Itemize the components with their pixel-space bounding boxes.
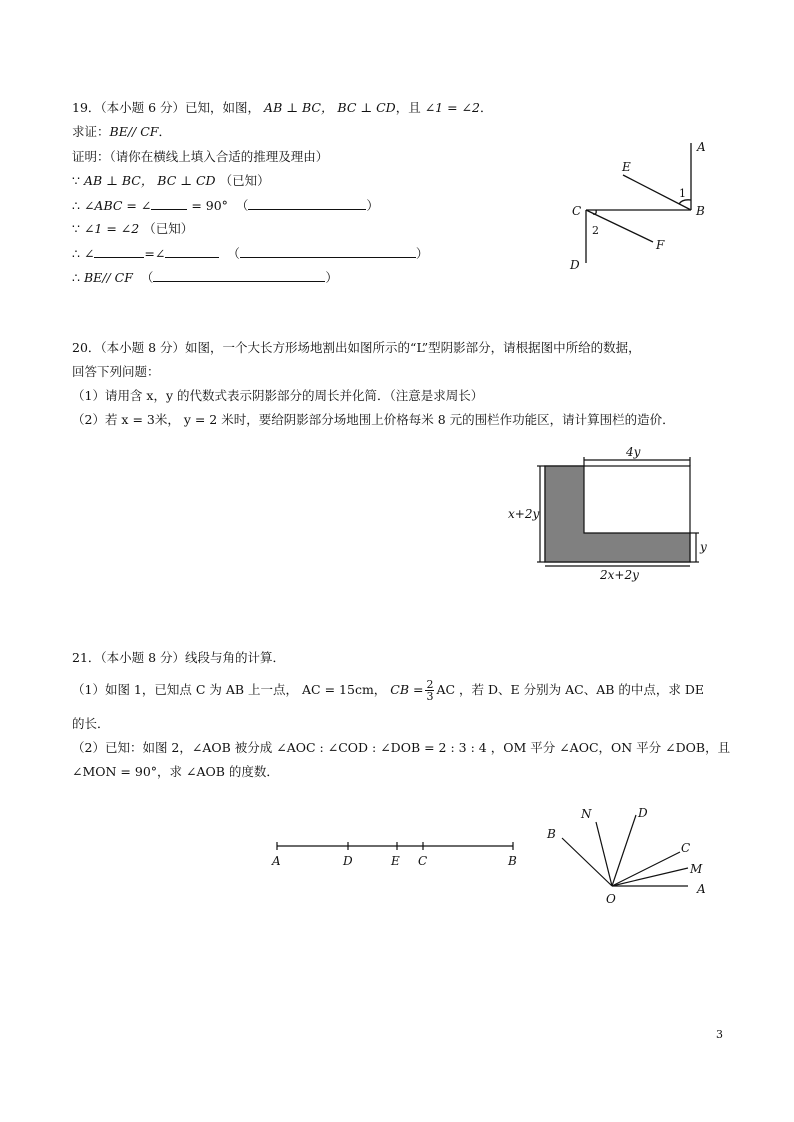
point-c-label: C [418, 854, 428, 868]
q21-part-1-cb: CB = [390, 682, 424, 697]
reason-blank[interactable] [248, 197, 366, 210]
ray-a-label: A [697, 882, 706, 896]
point-f-label: F [656, 238, 665, 252]
q19-step-2 [72, 197, 379, 214]
q20-header-2: 回答下列问题： [72, 364, 160, 379]
therefore-symbol: ∴ [72, 246, 80, 261]
answer-blank[interactable] [151, 197, 187, 210]
q19-step-1-reason: （已知） [219, 173, 270, 188]
point-b-label: B [508, 854, 517, 868]
q19-step-4-angle-b: =∠ [144, 246, 166, 261]
q19-and: ，且 [395, 100, 421, 115]
q21-part-1-line [72, 679, 704, 702]
bottom-dimension-label: 2x+2y [600, 568, 639, 582]
q20-part-1: （1）请用含 x，y 的代数式表示阴影部分的周长并化简．（注意是求周长） [72, 388, 484, 403]
q21-part-2-a: （2）已知：如图 2，∠AOB 被分成 ∠AOC : ∠COD : ∠DOB = 2 : 3 : 4 ，OM 平分 ∠AOC，ON 平分 ∠DOB，且 [72, 740, 731, 755]
q21-part-1-a: （1）如图 1，已知点 C 为 AB 上一点， AC = 15cm， [72, 682, 387, 697]
shaded-l-shape [545, 466, 690, 562]
q19-step-3-reason: （已知） [143, 221, 194, 236]
because-symbol: ∵ [72, 173, 80, 188]
left-dimension-label: x+2y [508, 507, 540, 521]
reason-blank[interactable] [240, 245, 416, 258]
paren-open: （ [140, 270, 154, 285]
ray-on [596, 822, 612, 886]
fraction-denominator: 3 [426, 690, 434, 703]
point-a-label: A [272, 854, 281, 868]
q21-part-1-c: 的长． [72, 716, 110, 731]
q20-part-2: （2）若 x = 3米， y = 2 米时，要给阴影部分场地围上价格每米 8 元的围栏作功能区，请计算围栏的造价． [72, 412, 675, 427]
q21-header: 21．（本小题 8 分）线段与角的计算． [72, 650, 286, 665]
q19-step-2-eq: = 90° [191, 198, 228, 213]
fraction-numerator: 2 [426, 678, 434, 691]
ray-c-label: C [681, 841, 691, 855]
ray-ob [562, 838, 612, 886]
answer-blank[interactable] [165, 245, 219, 258]
q21-part-2-b: ∠MON = 90°，求 ∠AOB 的度数． [72, 764, 279, 779]
top-dimension-label: 4y [626, 445, 641, 459]
q20-figure [500, 440, 720, 590]
paren-close: ） [325, 270, 338, 285]
q19-prove-line: 求证：BE// CF． [72, 124, 171, 139]
q19-angles-eq: ∠1 = ∠2 [424, 100, 480, 115]
q19-step-3 [72, 221, 193, 237]
q20-header: 20．（本小题 8 分）如图，一个大长方形场地割出如图所示的“L”型阴影部分，请根据图中所给的数据， [72, 340, 641, 355]
therefore-symbol: ∴ [72, 270, 80, 285]
q19-step-5 [72, 269, 338, 286]
page-number: 3 [716, 1028, 723, 1041]
q19-step-2-math: ∠ABC = ∠ [83, 198, 152, 213]
point-d-label: D [343, 854, 353, 868]
q21-figure-2 [540, 800, 720, 910]
ray-om [612, 868, 688, 886]
point-d-label: D [570, 258, 580, 272]
ray-n-label: N [581, 807, 592, 821]
reason-blank[interactable] [153, 269, 325, 282]
answer-blank[interactable] [94, 245, 144, 258]
paren-close: ） [415, 246, 429, 261]
paren-close: ） [366, 198, 379, 213]
q19-step-3-math: ∠1 = ∠2 [83, 221, 140, 236]
q19-step-1 [72, 173, 270, 189]
angle-2-label: 2 [592, 224, 599, 237]
angle-1-label: 1 [679, 187, 686, 200]
point-c-label: C [572, 204, 582, 218]
point-a-label: A [697, 140, 706, 154]
because-symbol: ∵ [72, 221, 80, 236]
angle-1-arc [679, 200, 691, 204]
paren-open: （ [235, 198, 249, 213]
therefore-symbol: ∴ [72, 198, 80, 213]
point-e-label: E [622, 160, 631, 174]
q19-step-4 [72, 245, 428, 262]
vertex-o-label: O [606, 892, 616, 906]
q19-prove-stmt: BE// CF [109, 124, 159, 139]
right-dimension-label: y [700, 540, 707, 554]
q19-prove-label: 求证： [72, 124, 110, 139]
q19-step-1-math: AB ⊥ BC， BC ⊥ CD [83, 173, 216, 188]
q21-part-1-b: AC ，若 D、E 分别为 AC、AB 的中点，求 DE [436, 682, 705, 697]
ray-m-label: M [690, 862, 703, 876]
ray-b-label: B [547, 827, 556, 841]
q19-step-5-math: BE// CF [83, 270, 133, 285]
point-b-label: B [696, 204, 705, 218]
ray-d-label: D [638, 806, 648, 820]
q21-figure-1 [265, 835, 525, 875]
point-e-label: E [391, 854, 400, 868]
paren-open: （ [227, 246, 240, 261]
q19-step-4-angle-a: ∠ [83, 246, 95, 261]
q19-proof-intro: 证明：（请你在横线上填入合适的推理及理由） [72, 149, 329, 164]
q19-given: AB ⊥ BC， BC ⊥ CD [264, 100, 396, 115]
fraction-two-thirds [425, 679, 434, 702]
q19-figure [560, 135, 740, 275]
q19-header-line: 19．（本小题 6 分）已知，如图， AB ⊥ BC， BC ⊥ CD，且 ∠1 = ∠2． [72, 100, 493, 115]
q19-header: 19．（本小题 6 分）已知，如图， [72, 100, 261, 115]
